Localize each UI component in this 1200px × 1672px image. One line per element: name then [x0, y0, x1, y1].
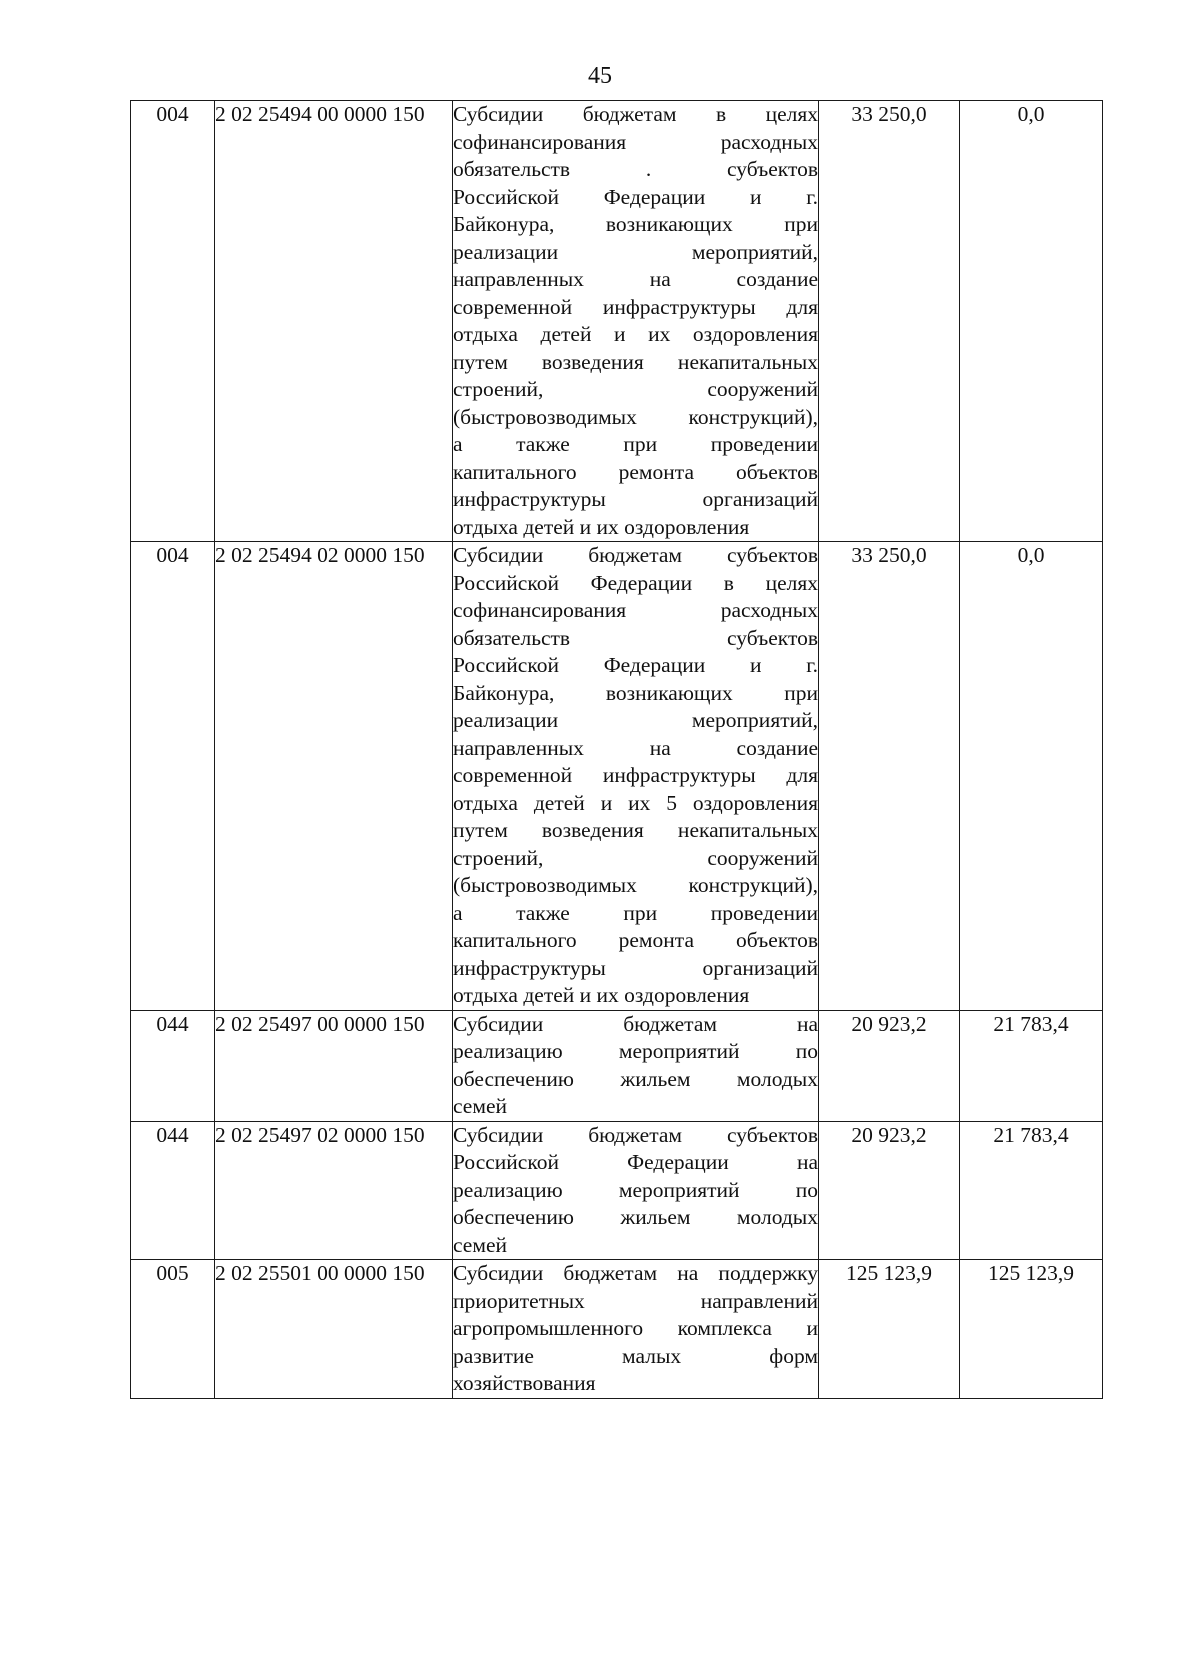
income-name-line: (быстровозводимых конструкций),	[453, 873, 818, 897]
income-name-line: капитального ремонта объектов	[453, 459, 818, 484]
amount-year2-cell: 0,0	[960, 542, 1103, 1011]
income-name-line: Российской Федерации в целях	[453, 570, 818, 595]
income-name-line: обязательств субъектов	[453, 625, 818, 650]
income-name-line: Российской Федерации и г.	[453, 653, 818, 677]
amount-year1-cell: 33 250,0	[819, 101, 960, 542]
budget-table-body	[131, 101, 1103, 1399]
income-name-line: инфраструктуры организаций	[453, 955, 818, 980]
income-name-line: отдыха детей и их 5 оздоровления	[453, 790, 818, 815]
income-name-line: отдыха детей и их оздоровления	[453, 514, 750, 539]
income-name-line: отдыха детей и их оздоровления	[453, 322, 818, 346]
admin-code-cell: 044	[131, 1010, 215, 1121]
amount-year2-cell: 21 783,4	[960, 1010, 1103, 1121]
amount-year1-cell: 20 923,2	[819, 1010, 960, 1121]
income-name-line: Субсидии бюджетам субъектов	[453, 1122, 818, 1147]
income-name-cell	[453, 542, 819, 1011]
income-name-line: путем возведения некапитальных	[453, 349, 818, 374]
income-name-line: капитального ремонта объектов	[453, 928, 818, 952]
table-row	[131, 101, 1103, 542]
income-name-line: семей	[453, 1232, 508, 1257]
table-row	[131, 1010, 1103, 1121]
income-name-line: обеспечению жильем молодых	[453, 1205, 818, 1229]
income-name-line: Субсидии бюджетам на	[453, 1011, 818, 1036]
income-name-line: а также при проведении	[453, 900, 818, 925]
budget-table	[130, 100, 1103, 1399]
income-name-line: Субсидии бюджетам в целях	[453, 102, 818, 126]
table-row	[131, 1121, 1103, 1260]
income-name-line: приоритетных направлений	[453, 1288, 818, 1313]
income-name-line: Субсидии бюджетам на поддержку	[453, 1261, 818, 1285]
income-name-line: обязательств . субъектов	[453, 157, 818, 181]
income-name-line: Российской Федерации и г.	[453, 184, 818, 209]
budget-code-cell: 2 02 25494 02 0000 150	[215, 542, 453, 1011]
page-number: 45	[588, 63, 612, 89]
income-name-line: семей	[453, 1094, 508, 1118]
budget-code-cell: 2 02 25494 00 0000 150	[215, 101, 453, 542]
table-row	[131, 1260, 1103, 1399]
income-name-cell	[453, 101, 819, 542]
income-name-line: Субсидии бюджетам субъектов	[453, 543, 818, 567]
income-name-line: Байконура, возникающих при	[453, 680, 818, 705]
income-name-line: обеспечению жильем молодых	[453, 1066, 818, 1091]
amount-year2-cell: 125 123,9	[960, 1260, 1103, 1399]
income-name-line: софинансирования расходных	[453, 598, 818, 622]
income-name-line: строений, сооружений	[453, 377, 818, 401]
income-name-line: Российской Федерации на	[453, 1150, 818, 1174]
admin-code-cell: 005	[131, 1260, 215, 1399]
amount-year1-cell: 125 123,9	[819, 1260, 960, 1399]
income-name-cell	[453, 1010, 819, 1121]
income-name-cell	[453, 1121, 819, 1260]
income-name-line: хозяйствования	[453, 1371, 596, 1395]
budget-code-cell: 2 02 25501 00 0000 150	[215, 1260, 453, 1399]
admin-code-cell: 004	[131, 542, 215, 1011]
income-name-line: развитие малых форм	[453, 1343, 818, 1368]
amount-year1-cell: 33 250,0	[819, 542, 960, 1011]
table-row	[131, 542, 1103, 1011]
amount-year2-cell: 21 783,4	[960, 1121, 1103, 1260]
income-name-line: реализации мероприятий,	[453, 239, 818, 264]
income-name-line: направленных на создание	[453, 735, 818, 760]
income-name-line: реализации мероприятий,	[453, 708, 818, 732]
income-name-line: современной инфраструктуры для	[453, 294, 818, 319]
income-name-line: а также при проведении	[453, 432, 818, 456]
income-name-line: современной инфраструктуры для	[453, 763, 818, 787]
income-name-line: реализацию мероприятий по	[453, 1039, 818, 1063]
income-name-line: (быстровозводимых конструкций),	[453, 404, 818, 429]
income-name-line: отдыха детей и их оздоровления	[453, 983, 750, 1007]
income-name-line: направленных на создание	[453, 267, 818, 291]
admin-code-cell: 044	[131, 1121, 215, 1260]
income-name-line: инфраструктуры организаций	[453, 487, 818, 511]
income-name-line: реализацию мероприятий по	[453, 1177, 818, 1202]
income-name-line: софинансирования расходных	[453, 129, 818, 154]
admin-code-cell: 004	[131, 101, 215, 542]
amount-year2-cell: 0,0	[960, 101, 1103, 542]
income-name-line: строений, сооружений	[453, 845, 818, 870]
income-name-line: путем возведения некапитальных	[453, 818, 818, 842]
income-name-cell	[453, 1260, 819, 1399]
income-name-line: Байконура, возникающих при	[453, 212, 818, 236]
budget-code-cell: 2 02 25497 02 0000 150	[215, 1121, 453, 1260]
income-name-line: агропромышленного комплекса и	[453, 1316, 818, 1340]
amount-year1-cell: 20 923,2	[819, 1121, 960, 1260]
budget-code-cell: 2 02 25497 00 0000 150	[215, 1010, 453, 1121]
